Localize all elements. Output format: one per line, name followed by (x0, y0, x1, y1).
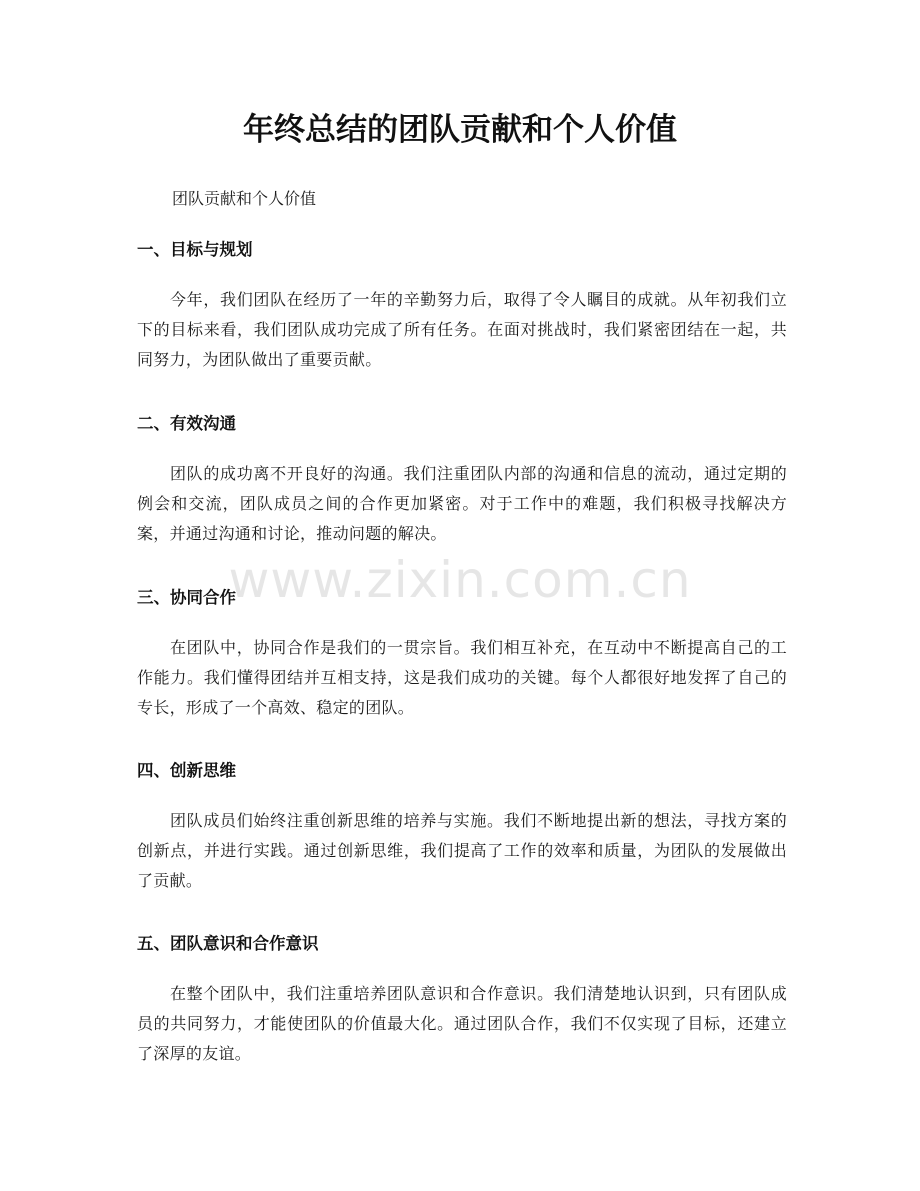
section-paragraph: 团队的成功离不开良好的沟通。我们注重团队内部的沟通和信息的流动，通过定期的例会和交流，团队成员之间的合作更加紧密。对于工作中的难题，我们积极寻找解决方案，并通过沟通和讨论，推动问题的解决。 (137, 464, 787, 543)
section-collaboration (137, 585, 787, 723)
page-title: 年终总结的团队贡献和个人价值 (243, 112, 677, 148)
section-team-awareness (137, 931, 787, 1069)
section-innovative-thinking (137, 758, 787, 896)
section-heading: 一、目标与规划 (137, 240, 253, 259)
section-paragraph: 今年，我们团队在经历了一年的辛勤努力后，取得了令人瞩目的成就。从年初我们立下的目标来看，我们团队成功完成了所有任务。在面对挑战时，我们紧密团结在一起，共同努力，为团队做出了重要贡献。 (137, 290, 787, 369)
section-heading: 二、有效沟通 (137, 414, 236, 433)
watermark: www.zixin.com.cn (228, 551, 692, 609)
section-goals-planning (137, 237, 787, 375)
section-paragraph: 在团队中，协同合作是我们的一贯宗旨。我们相互补充，在互动中不断提高自己的工作能力。我们懂得团结并互相支持，这是我们成功的关键。每个人都很好地发挥了自己的专长，形成了一个高效、稳定的团队。 (137, 638, 787, 717)
document-subtitle: 团队贡献和个人价值 (172, 189, 317, 208)
section-paragraph: 团队成员们始终注重创新思维的培养与实施。我们不断地提出新的想法，寻找方案的创新点，并进行实践。通过创新思维，我们提高了工作的效率和质量，为团队的发展做出了贡献。 (137, 811, 787, 890)
section-effective-communication (137, 411, 787, 549)
section-heading: 四、创新思维 (137, 761, 236, 780)
section-heading: 五、团队意识和合作意识 (137, 934, 319, 953)
section-paragraph: 在整个团队中，我们注重培养团队意识和合作意识。我们清楚地认识到，只有团队成员的共同努力，才能使团队的价值最大化。通过团队合作，我们不仅实现了目标，还建立了深厚的友谊。 (137, 984, 787, 1063)
section-heading: 三、协同合作 (137, 588, 236, 607)
